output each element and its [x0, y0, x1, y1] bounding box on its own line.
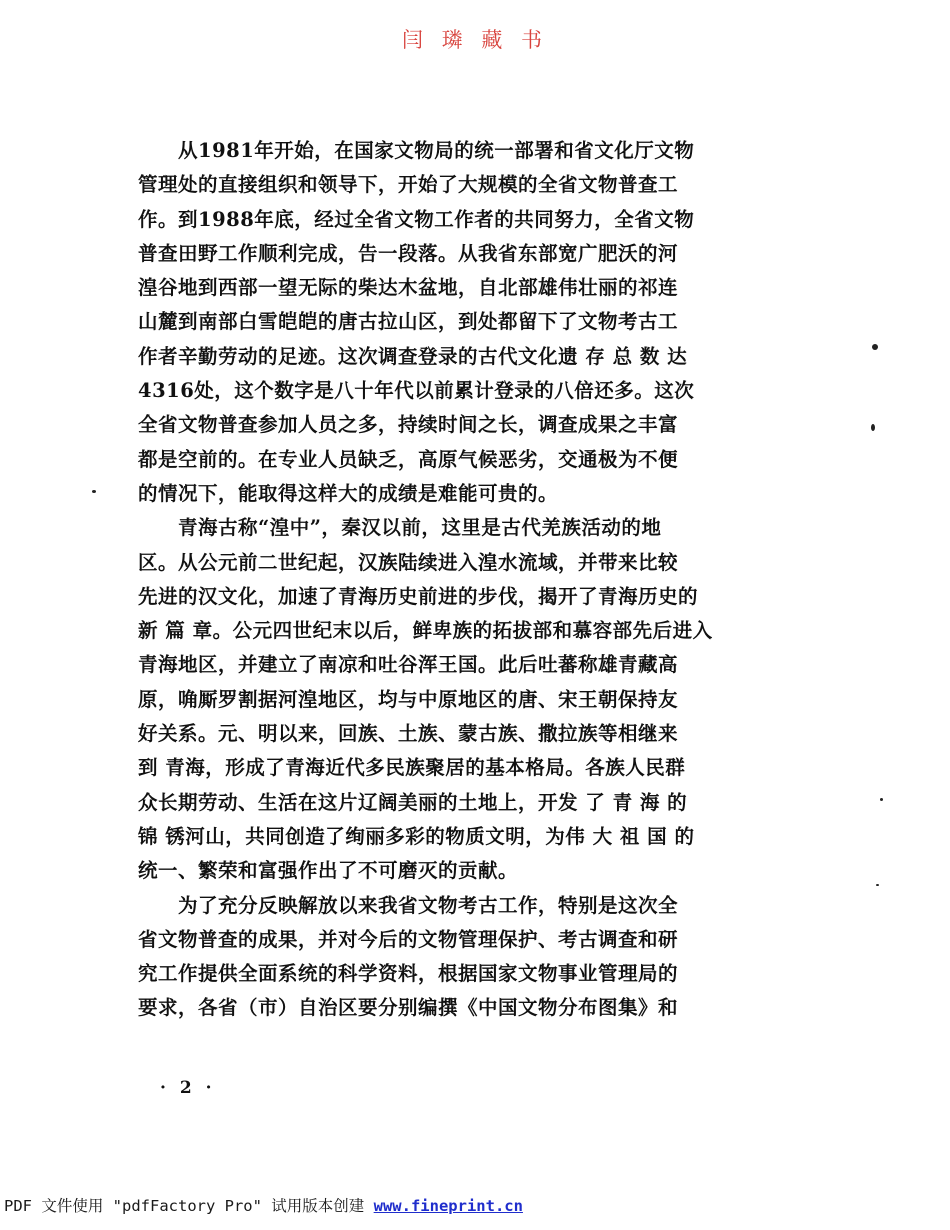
pdf-footer [4, 1194, 523, 1216]
text-line: 山麓到南部白雪皑皑的唐古拉山区，到处都留下了文物考古工 [138, 310, 679, 334]
paragraph [138, 889, 793, 1026]
text-line: 作者辛勤劳动的足迹。这次调查登录的古代文化遗 存 总 数 达 [138, 344, 688, 368]
text-line: 省文物普查的成果，并对今后的文物管理保护、考古调查和研 [138, 927, 679, 951]
paragraph [138, 134, 793, 511]
text-line: 要求，各省（市）自治区要分别编撰《中国文物分布图集》和 [138, 996, 679, 1020]
text-line: 众长期劳动、生活在这片辽阔美丽的土地上，开发 了 青 海 的 [138, 790, 688, 814]
text-line: 到 青海，形成了青海近代多民族聚居的基本格局。各族人民群 [138, 756, 686, 780]
scan-speck [872, 344, 878, 350]
text-line: 全省文物普查参加人员之多，持续时间之长，调查成果之丰富 [138, 413, 679, 437]
text-line: 湟谷地到西部一望无际的柴达木盆地，自北部雄伟壮丽的祁连 [138, 276, 679, 300]
text-line: 的情况下，能取得这样大的成绩是难能可贵的。 [138, 481, 559, 505]
text-line: 青海古称“湟中”，秦汉以前，这里是古代羌族活动的地 [178, 516, 662, 540]
collection-stamp: 闫 璘 藏 书 [401, 28, 549, 52]
scan-speck [871, 424, 875, 431]
text-line: 统一、繁荣和富强作出了不可磨灭的贡献。 [138, 859, 519, 883]
text-line: 4316处，这个数字是八十年代以前累计登录的八倍还多。这次 [138, 379, 695, 403]
footer-text: PDF 文件使用 "pdfFactory Pro" 试用版本创建 [4, 1197, 374, 1215]
text-line: 好关系。元、明以来，回族、土族、蒙古族、撒拉族等相继来 [138, 722, 679, 746]
text-line: 区。从公元前二世纪起，汉族陆续进入湟水流域，并带来比较 [138, 550, 679, 574]
text-line: 先进的汉文化，加速了青海历史前进的步伐，揭开了青海历史的 [138, 584, 699, 608]
scan-speck [92, 490, 96, 493]
footer-link[interactable]: www.fineprint.cn [373, 1197, 523, 1215]
text-line: 为了充分反映解放以来我省文物考古工作，特别是这次全 [178, 893, 679, 917]
scan-speck [880, 798, 883, 801]
text-line: 都是空前的。在专业人员缺乏，高原气候恶劣，交通极为不便 [138, 447, 679, 471]
scan-speck [876, 884, 879, 886]
text-line: 青海地区，并建立了南凉和吐谷浑王国。此后吐蕃称雄青藏高 [138, 653, 679, 677]
page-number: · 2 · [160, 1078, 216, 1098]
document-body [138, 134, 793, 1026]
text-line: 管理处的直接组织和领导下，开始了大规模的全省文物普查工 [138, 173, 679, 197]
text-line: 作。到1988年底，经过全省文物工作者的共同努力，全省文物 [138, 207, 695, 231]
text-line: 普查田野工作顺利完成，告一段落。从我省东部宽广肥沃的河 [138, 241, 679, 265]
text-line: 锦 锈河山，共同创造了绚丽多彩的物质文明，为伟 大 祖 国 的 [138, 824, 695, 848]
text-line: 从1981年开始，在国家文物局的统一部署和省文化厅文物 [178, 139, 695, 162]
text-line: 究工作提供全面系统的科学资料，根据国家文物事业管理局的 [138, 962, 679, 986]
paragraph [138, 511, 793, 888]
text-line: 原，唃厮罗割据河湟地区，均与中原地区的唐、宋王朝保持友 [138, 687, 679, 711]
text-line: 新 篇 章。公元四世纪末以后，鲜卑族的拓拔部和慕容部先后进入 [138, 619, 713, 643]
